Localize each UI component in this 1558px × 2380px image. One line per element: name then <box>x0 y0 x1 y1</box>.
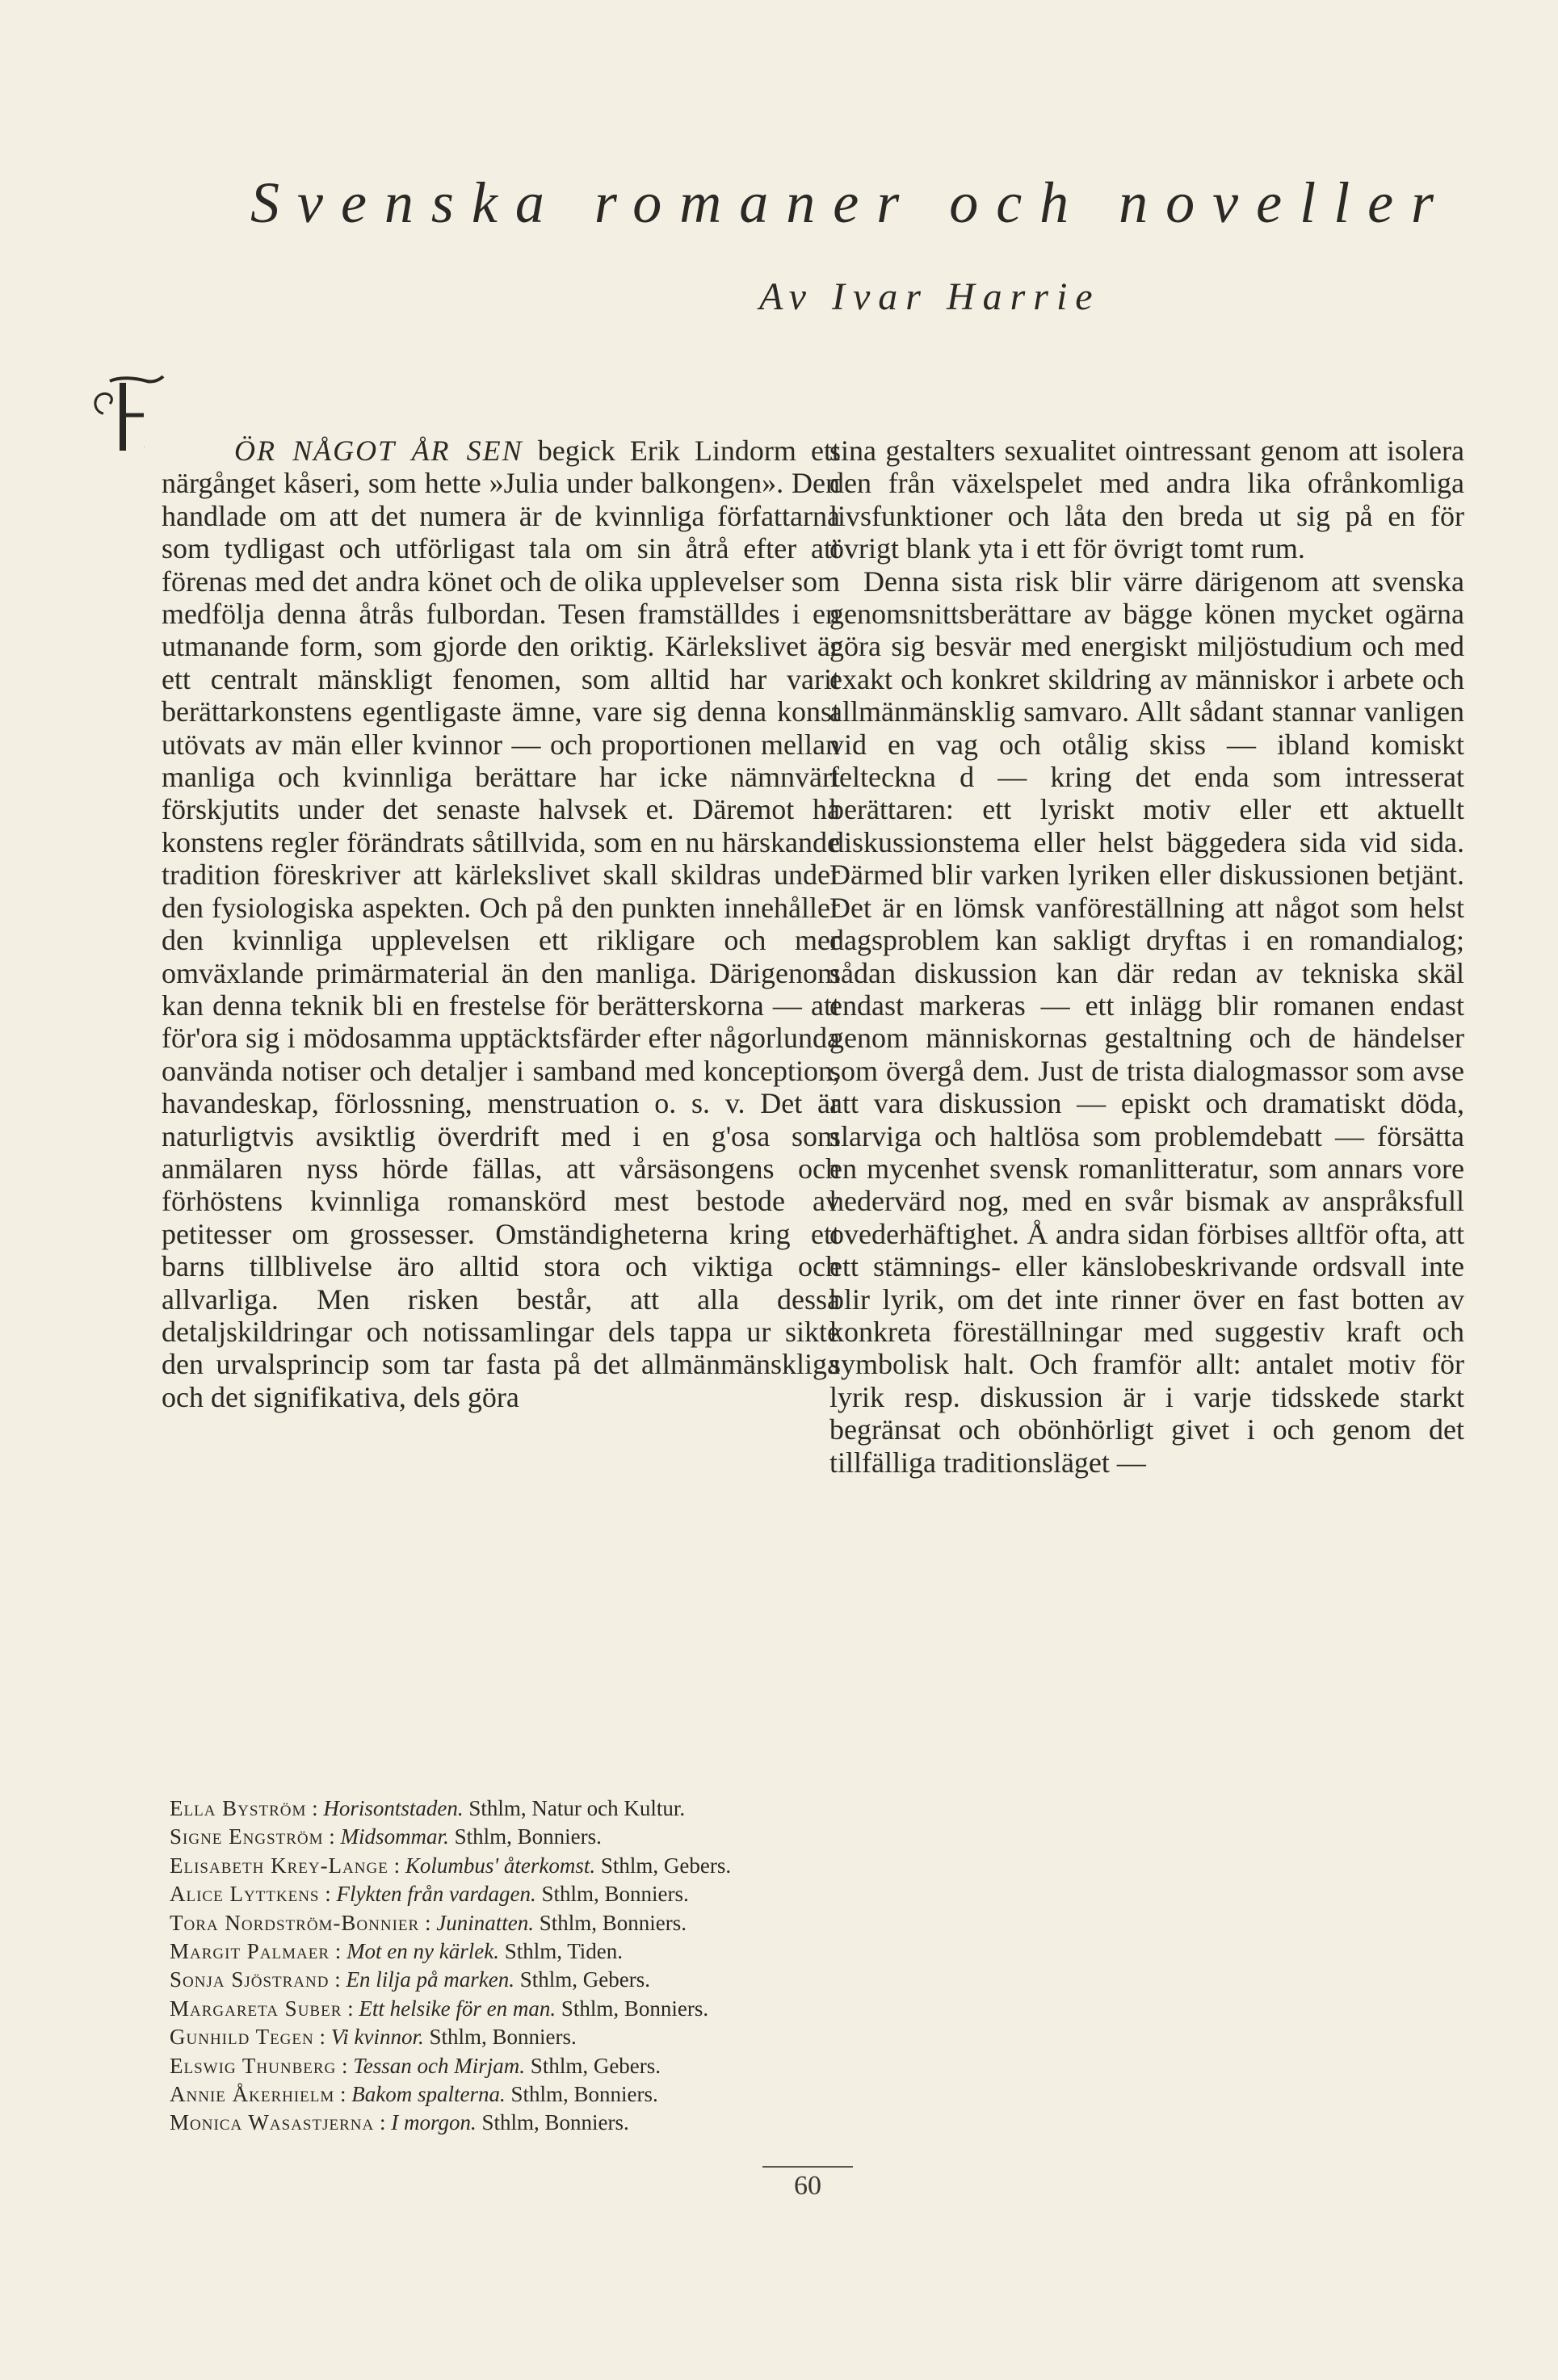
reference-item: Margareta Suber : Ett helsike för en man. Sthlm, Bonniers. <box>170 1996 709 2021</box>
book-references <box>170 1794 977 2138</box>
left-column <box>162 434 840 1413</box>
footer-rule <box>762 2166 853 2168</box>
left-column-text: begick Erik Lindorm ett närgånget kåseri, som hette »Julia under balkongen». Den handlade om att det numera är de kvinnliga författarna som tydligast och utförligast tala om sin åtrå efter att förenas med det andra könet och de olika upplevelser som medfölja denna åtrås fulbordan. Tesen framställdes i en utmanande form, som gjorde den oriktig. Kärlekslivet är ett centralt mänskligt fenomen, som alltid har varit berättarkonstens egentligaste ämne, vare sig denna konst utövats av män eller kvinnor — och proportionen mellan manliga och kvinnliga berättare har icke nämnvärt förskjutits under det senaste halvsek et. Däremot ha konstens regler förändrats såtillvida, som en nu härskande tradition föreskriver att kärlekslivet skall skildras under den fysiologiska aspekten. Och på den punkten innehåller den kvinnliga upplevelsen ett rikligare och mer omväxlande primärmaterial än den manliga. Därigenom kan denna teknik bli en frestelse för berätterskorna — att för'ora sig i mödosamma upptäcktsfärder efter någorlunda oanvända notiser och detaljer i samband med konception, havandeskap, förlossning, menstruation o. s. v. Det är naturligtvis avsiktlig överdrift med i en g'osa som anmälaren nyss hörde fällas, att vårsäsongens och förhöstens kvinnliga romanskörd mest bestode av petitesser om grossesser. Omständigheterna kring ett barns tillblivelse äro alltid stora och viktiga och allvarliga. Men risken består, att alla dessa detaljskildringar och notissamlingar dels tappa ur sikte den urvalsprincip som tar fasta på det allmänmänskliga och det signifikativa, dels göra <box>162 434 841 1413</box>
reference-item: Annie Åkerhielm : Bakom spalterna. Sthlm, Bonniers. <box>170 2082 658 2107</box>
right-column <box>829 434 1464 1479</box>
reference-item: Elisabeth Krey-Lange : Kolumbus' återkomst. Sthlm, Gebers. <box>170 1853 732 1878</box>
dropcap-letter: F <box>144 447 145 448</box>
page-number: 60 <box>794 2171 821 2201</box>
article-byline: Av Ivar Harrie <box>759 275 1101 318</box>
reference-item: Ella Byström : Horisontstaden. Sthlm, Natur och Kultur. <box>170 1796 686 1820</box>
left-column-paragraph <box>162 434 840 1413</box>
reference-item: Signe Engström : Midsommar. Sthlm, Bonniers. <box>170 1824 602 1849</box>
reference-item: Gunhild Tegen : Vi kvinnor. Sthlm, Bonniers. <box>170 2025 577 2050</box>
opening-words: ÖR NÅGOT ÅR SEN <box>234 434 523 467</box>
reference-item: Sonja Sjöstrand : En lilja på marken. Sthlm, Gebers. <box>170 1967 650 1992</box>
reference-item: Elswig Thunberg : Tessan och Mirjam. Sthlm, Gebers. <box>170 2053 661 2078</box>
article-title: Svenska romaner och noveller <box>250 170 1452 235</box>
reference-item: Margit Palmaer : Mot en ny kärlek. Sthlm, Tiden. <box>170 1939 624 1964</box>
reference-item: Alice Lyttkens : Flykten från vardagen. Sthlm, Bonniers. <box>170 1882 689 1907</box>
right-column-paragraph-2: Denna sista risk blir värre därigenom att svenska genomsnittsberättare av bägge könen mycket ogärna göra sig besvär med energiskt miljöstudium och med exakt och konkret skildring av människor i arbete och allmänmänsklig samvaro. Allt sådant stannar vanligen vid en vag och otålig skiss — ibland komiskt felteckna d — kring det enda som intresserat berättaren: ett lyriskt motiv eller ett aktuellt diskussionstema eller helst bäggedera sida vid sida. Därmed blir varken lyriken eller diskussionen betjänt. Det är en lömsk vanföreställning att något som helst dagsproblem kan sakligt dryftas i en romandialog; sådan diskussion kan där redan av tekniska skäl endast markeras — ett inlägg blir romanen endast genom människornas gestaltning och de händelser som övergå dem. Just de trista dialogmassor som avse att vara diskussion — episkt och dramatiskt döda, slarviga och haltlösa som problemdebatt — försätta en mycenhet svensk romanlitteratur, som annars vore hedervärd nog, med en svår bismak av anspråksfull ovederhäftighet. Å andra sidan förbises alltför ofta, att ett stämnings- eller känslobeskrivande ordsvall inte blir lyrik, om det inte rinner över en fast botten av konkreta föreställningar med suggestiv kraft och symbolisk halt. Och framför allt: antalet motiv för lyrik resp. diskussion är i varje tidsskede starkt begränsat och obönhörligt givet i och genom det tillfälliga traditionsläget — <box>829 565 1464 1479</box>
reference-item: Monica Wasastjerna : I morgon. Sthlm, Bonniers. <box>170 2110 629 2135</box>
reference-item: Tora Nordström-Bonnier : Juninatten. Sthlm, Bonniers. <box>170 1910 687 1935</box>
right-column-paragraph-1: sina gestalters sexualitet ointressant genom att isolera den från växelspelet med andra lika ofrånkomliga livsfunktioner och låta den breda ut sig på en för övrigt blank yta i ett för övrigt tomt rum. <box>829 434 1464 565</box>
